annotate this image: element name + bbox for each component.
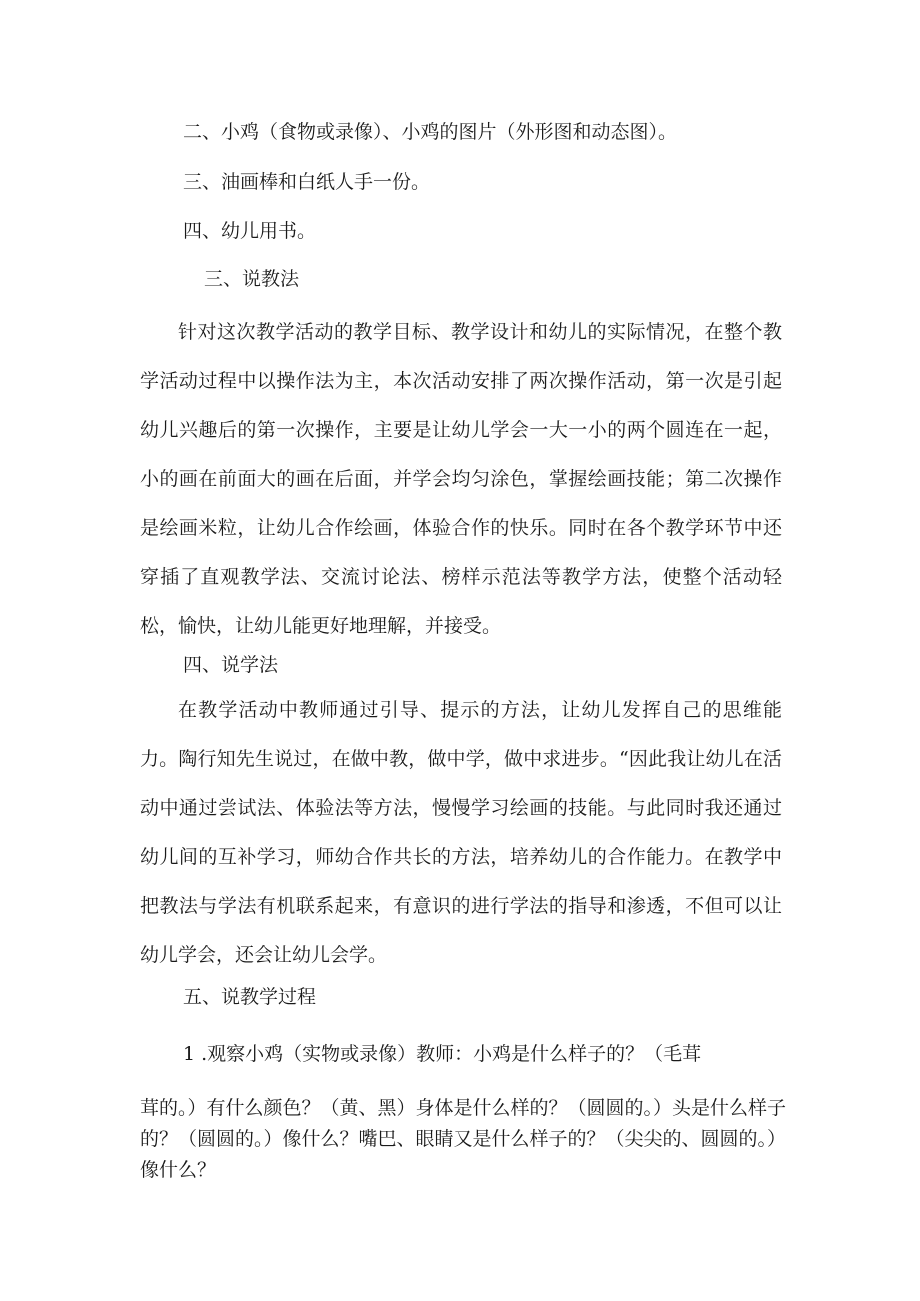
list-item-crayons: 三、油画棒和白纸人手一份。 [183,171,431,193]
paragraph-teaching-method: 针对这次教学活动的教学目标、教学设计和幼儿的实际情况，在整个教学活动过程中以操作法为主，本次活动安排了两次操作活动，第一次是引起幼儿兴趣后的第一次操作，主要是让幼儿学会一大一小的两个圆连在一起，小的画在前面大的画在后面，并学会均匀涂色，掌握绘画技能；第二次操作是绘画米粒，让幼儿合作绘画，体验合作的快乐。同时在各个教学环节中还穿插了直观教学法、交流讨论法、榜样示范法等教学方法，使整个活动轻松，愉快，让幼儿能更好地理解，并接受。 [140,321,782,637]
step-one-first-line: 1 .观察小鸡（实物或录像）教师：小鸡是什么样子的？（毛茸 [183,1043,702,1065]
paragraph-learning-method: 在教学活动中教师通过引导、提示的方法，让幼儿发挥自己的思维能力。陶行知先生说过，在做中教，做中学，做中求进步。“因此我让幼儿在活动中通过尝试法、体验法等方法，慢慢学习绘画的技能。与此同时我还通过幼儿间的互补学习，师幼合作共长的方法，培养幼儿的合作能力。在教学中把教法与学法有机联系起来，有意识的进行学法的指导和渗透，不但可以让幼儿学会，还会让幼儿会学。 [140,699,782,966]
paragraph-step-one: 茸的。）有什么颜色？（黄、黑）身体是什么样的？（圆圆的。）头是什么样子的？（圆圆的。）像什么？嘴巴、眼睛又是什么样子的？（尖尖的、圆圆的。）像什么？ [140,1097,787,1181]
section-heading-teaching-process: 五、说教学过程 [183,986,317,1008]
section-heading-teaching-method: 三、说教法 [204,268,300,290]
list-item-book: 四、幼儿用书。 [183,220,317,242]
section-heading-learning-method: 四、说学法 [183,654,279,676]
list-item-materials: 二、小鸡（食物或录像）、小鸡的图片（外形图和动态图）。 [183,121,678,143]
